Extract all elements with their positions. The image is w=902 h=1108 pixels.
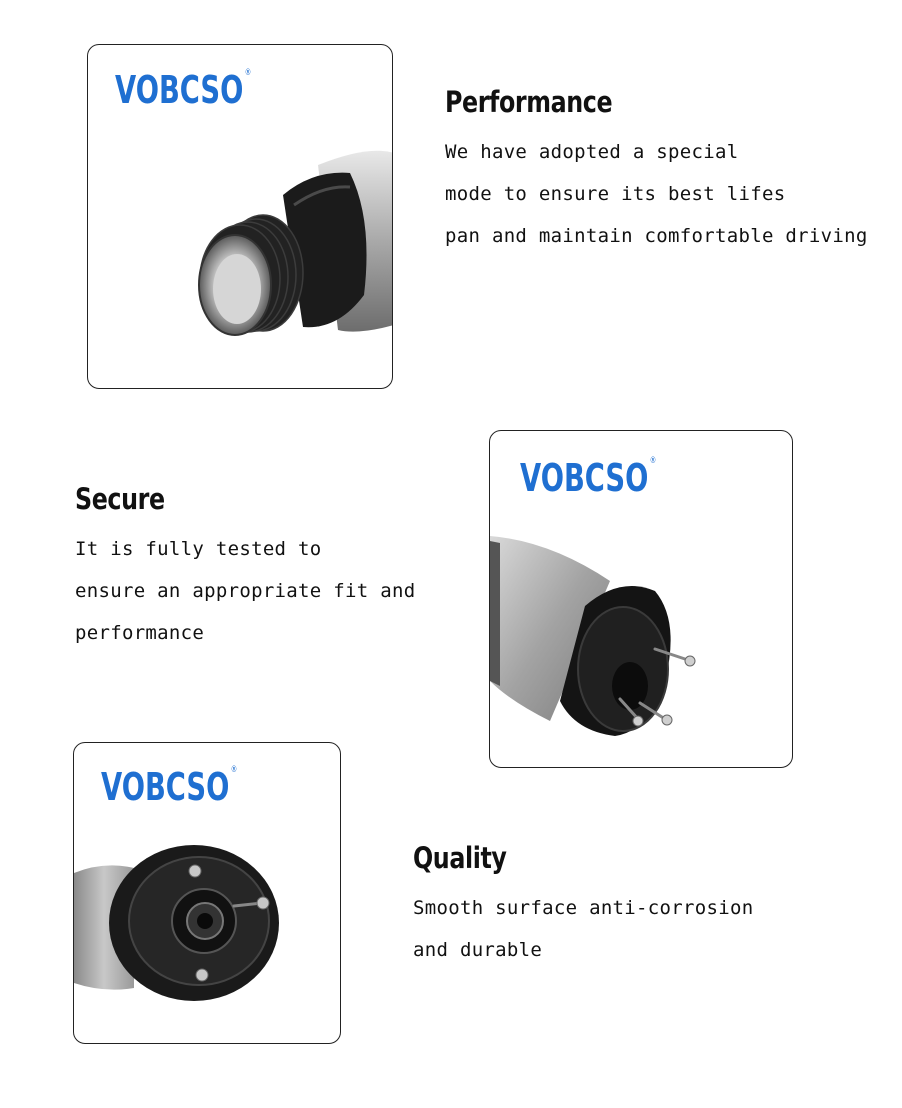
brand-logo: VOBCSO® — [115, 68, 252, 112]
air-spring-top-mount-front-image — [74, 743, 341, 1044]
performance-line-1: We have adopted a special — [445, 141, 739, 163]
product-image-card-quality — [73, 742, 341, 1044]
secure-line-1: It is fully tested to — [75, 538, 322, 560]
air-spring-connector-image — [88, 45, 393, 389]
secure-line-2: ensure an appropriate fit and — [75, 580, 416, 602]
product-image-card-performance — [87, 44, 393, 389]
section-title-performance: Performance — [445, 85, 613, 119]
section-title-quality: Quality — [413, 841, 507, 875]
section-title-secure: Secure — [75, 482, 165, 516]
product-image-card-secure — [489, 430, 793, 768]
secure-line-3: performance — [75, 622, 205, 644]
quality-line-1: Smooth surface anti-corrosion — [413, 897, 754, 919]
brand-logo: VOBCSO® — [520, 456, 657, 500]
brand-logo: VOBCSO® — [101, 765, 238, 809]
air-spring-top-mount-side-image — [490, 431, 793, 768]
quality-line-2: and durable — [413, 939, 543, 961]
performance-line-3: pan and maintain comfortable driving — [445, 225, 868, 247]
performance-line-2: mode to ensure its best lifes — [445, 183, 786, 205]
